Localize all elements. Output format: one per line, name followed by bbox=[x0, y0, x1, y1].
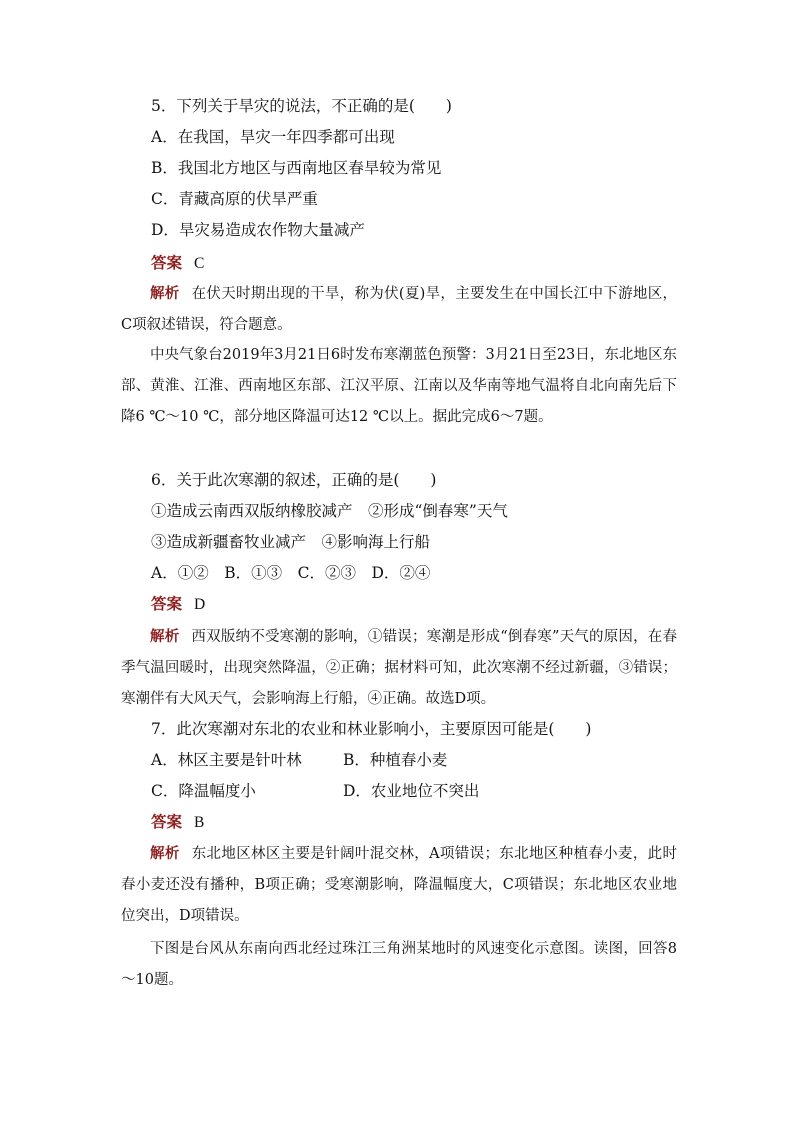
q7-answer bbox=[151, 812, 204, 833]
analysis-label: 解析 bbox=[150, 628, 180, 645]
answer-value: D bbox=[194, 596, 206, 613]
q7-option-b: B．种植春小麦 bbox=[343, 751, 448, 769]
q6-answer bbox=[151, 594, 205, 615]
analysis-text: 东北地区林区主要是针阔叶混交林，A项错误；东北地区种植春小麦，此时春小麦还没有播种，B项正确；受寒潮影响，降温幅度大，C项错误；东北地区农业地位突出，D项错误。 bbox=[121, 846, 678, 924]
q5-option-b: B．我国北方地区与西南地区春旱较为常见 bbox=[151, 159, 442, 177]
q6-stem: 6．关于此次寒潮的叙述，正确的是( ) bbox=[151, 471, 437, 489]
analysis-text: 西双版纳不受寒潮的影响，①错误；寒潮是形成“倒春寒”天气的原因，在春季气温回暖时，出现突然降温，②正确；据材料可知，此次寒潮不经过新疆，③错误；寒潮伴有大风天气，会影响海上行船，④正确。故选D项。 bbox=[121, 629, 678, 707]
analysis-text: 在伏天时期出现的干旱，称为伏(夏)旱，主要发生在中国长江中下游地区，C项叙述错误，符合题意。 bbox=[121, 286, 678, 333]
q7-option-c: C．降温幅度小 bbox=[151, 782, 256, 800]
analysis-label: 解析 bbox=[150, 285, 180, 302]
material-6-7: 中央气象台2019年3月21日6时发布寒潮蓝色预警：3月21日至23日，东北地区东部、黄淮、江淮、西南地区东部、江汉平原、江南以及华南等地气温将自北向南先后下降6 ℃～10 ℃，部分地区降温可达12 ℃以上。据此完成6～7题。 bbox=[121, 347, 677, 425]
material-8-10: 下图是台风从东南向西北经过珠江三角洲某地时的风速变化示意图。读图，回答8～10题。 bbox=[121, 941, 677, 988]
answer-label: 答案 bbox=[151, 594, 183, 613]
q5-option-a: A．在我国，旱灾一年四季都可出现 bbox=[151, 128, 395, 146]
q6-items-line2: ③造成新疆畜牧业减产 ④影响海上行船 bbox=[151, 533, 431, 551]
q7-options-row2 bbox=[151, 781, 479, 801]
q7-stem: 7．此次寒潮对东北的农业和林业影响小，主要原因可能是( ) bbox=[151, 720, 592, 738]
q6-analysis bbox=[121, 621, 677, 715]
q7-options-row1 bbox=[151, 750, 447, 770]
q6-options: A．①② B．①③ C．②③ D．②④ bbox=[151, 564, 431, 582]
answer-value: C bbox=[194, 255, 205, 272]
q7-option-a: A．林区主要是针叶林 bbox=[151, 751, 302, 769]
q5-option-d: D．旱灾易造成农作物大量减产 bbox=[151, 221, 365, 239]
q6-items-line1: ①造成云南西双版纳橡胶减产 ②形成“倒春寒”天气 bbox=[151, 502, 508, 520]
q7-option-d: D．农业地位不突出 bbox=[343, 782, 480, 800]
q5-stem: 5．下列关于旱灾的说法，不正确的是( ) bbox=[151, 97, 452, 115]
answer-label: 答案 bbox=[151, 812, 183, 831]
q5-option-c: C．青藏高原的伏旱严重 bbox=[151, 190, 318, 208]
analysis-label: 解析 bbox=[150, 845, 180, 862]
q7-analysis bbox=[121, 838, 677, 932]
q5-analysis bbox=[121, 278, 677, 341]
q5-answer bbox=[151, 253, 204, 274]
answer-value: B bbox=[194, 814, 205, 831]
answer-label: 答案 bbox=[151, 253, 183, 272]
